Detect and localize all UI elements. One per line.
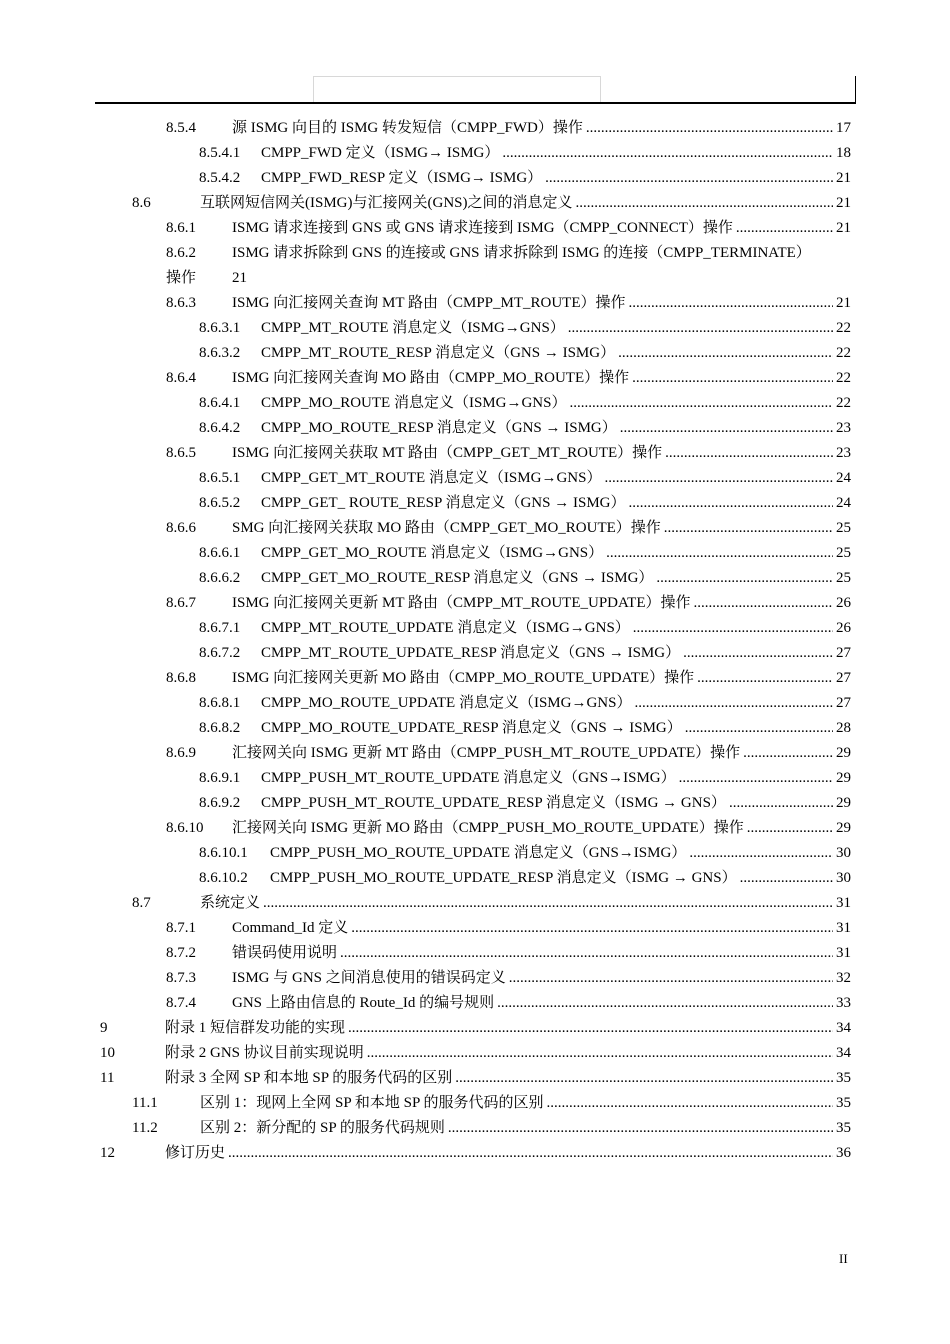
toc-entry[interactable] <box>132 891 851 916</box>
toc-entry[interactable] <box>100 1141 851 1166</box>
toc-entry-title: CMPP_PUSH_MT_ROUTE_UPDATE 消息定义（GNS→ISMG） <box>261 770 676 786</box>
toc-entry-page: 21 <box>836 170 851 186</box>
toc-entry[interactable] <box>199 691 851 716</box>
header-tick <box>855 76 856 102</box>
header-frame <box>313 76 601 103</box>
toc-dot-leader <box>618 341 833 366</box>
toc-entry-page: 22 <box>836 345 851 361</box>
toc-entry-number: 8.6.1 <box>166 220 196 236</box>
toc-entry-page: 34 <box>836 1020 851 1036</box>
toc-entry-number: 8.6.5.1 <box>199 470 241 486</box>
toc-entry-title: 源 ISMG 向目的 ISMG 转发短信（CMPP_FWD）操作 <box>232 120 583 136</box>
toc-dot-leader <box>448 1116 833 1141</box>
toc-entry[interactable] <box>100 1016 851 1041</box>
toc-entry-page: 25 <box>836 545 851 561</box>
toc-entry-title: 错误码使用说明 <box>232 945 338 961</box>
toc-entry-page: 27 <box>836 645 851 661</box>
toc-entry-title: CMPP_GET_MO_ROUTE 消息定义（ISMG→GNS） <box>261 545 604 561</box>
toc-entry-number: 11.1 <box>132 1095 158 1111</box>
toc-entry-title: 汇接网关向 ISMG 更新 MO 路由（CMPP_PUSH_MO_ROUTE_UPDATE）操作 <box>232 820 744 836</box>
toc-entry-page: 28 <box>836 720 851 736</box>
toc-entry-page: 21 <box>836 195 851 211</box>
toc-entry[interactable] <box>199 716 851 741</box>
toc-entry-number: 8.6.8 <box>166 670 196 686</box>
toc-entry-title: CMPP_MO_ROUTE_UPDATE_RESP 消息定义（GNS → ISMG） <box>261 720 682 736</box>
toc-dot-leader <box>697 666 833 691</box>
toc-dot-leader <box>685 716 833 741</box>
toc-entry-page: 35 <box>836 1120 851 1136</box>
toc-entry-number: 8.7.4 <box>166 995 196 1011</box>
toc-entry-number: 8.6.3.2 <box>199 345 241 361</box>
toc-entry-title: 汇接网关向 ISMG 更新 MT 路由（CMPP_PUSH_MT_ROUTE_UPDATE）操作 <box>232 745 741 761</box>
toc-entry[interactable] <box>199 641 851 666</box>
toc-entry-number: 8.6.5 <box>166 445 196 461</box>
toc-entry-title: 互联网短信网关(ISMG)与汇接网关(GNS)之间的消息定义 <box>200 195 573 211</box>
toc-entry-number: 8.6.4 <box>166 370 196 386</box>
toc-entry-page: 34 <box>836 1045 851 1061</box>
toc-entry-number: 8.6 <box>132 195 151 211</box>
toc-entry-continuation[interactable] <box>166 266 247 291</box>
toc-entry[interactable] <box>166 366 851 391</box>
toc-dot-leader <box>729 791 833 816</box>
toc-entry-page: 24 <box>836 470 851 486</box>
toc-entry[interactable] <box>166 216 851 241</box>
toc-entry-page: 29 <box>836 795 851 811</box>
toc-entry[interactable] <box>199 566 851 591</box>
toc-entry-title: CMPP_GET_MO_ROUTE_RESP 消息定义（GNS → ISMG） <box>261 570 654 586</box>
toc-entry-title: ISMG 向汇接网关更新 MO 路由（CMPP_MO_ROUTE_UPDATE）操作 <box>232 670 695 686</box>
toc-entry-continuation-text: 操作 <box>166 270 197 286</box>
toc-entry-page: 29 <box>836 745 851 761</box>
toc-dot-leader <box>629 291 833 316</box>
toc-entry-number: 8.6.2 <box>166 245 196 261</box>
toc-dot-leader <box>367 1041 833 1066</box>
toc-entry[interactable] <box>166 991 851 1016</box>
header-rule <box>95 102 856 104</box>
toc-entry-title: CMPP_FWD 定义（ISMG→ ISMG） <box>261 145 500 161</box>
toc-dot-leader <box>747 816 833 841</box>
toc-entry-page: 17 <box>836 120 851 136</box>
toc-dot-leader <box>632 366 833 391</box>
toc-entry-title: GNS 上路由信息的 Route_Id 的编号规则 <box>232 995 495 1011</box>
toc-entry-number: 8.6.10 <box>166 820 204 836</box>
toc-entry-number: 8.6.5.2 <box>199 495 241 511</box>
toc-entry-page: 30 <box>836 845 851 861</box>
toc-entry-page: 30 <box>836 870 851 886</box>
toc-dot-leader <box>340 941 833 966</box>
toc-entry-page: 18 <box>836 145 851 161</box>
toc-dot-leader <box>634 691 833 716</box>
toc-entry-title: 区别 2：新分配的 SP 的服务代码规则 <box>200 1120 445 1136</box>
toc-dot-leader <box>547 1091 833 1116</box>
toc-entry[interactable] <box>199 466 851 491</box>
toc-entry-number: 8.6.6.2 <box>199 570 241 586</box>
toc-dot-leader <box>683 641 833 666</box>
toc-entry-title: CMPP_MT_ROUTE_UPDATE_RESP 消息定义（GNS → ISMG） <box>261 645 681 661</box>
toc-entry[interactable] <box>199 416 851 441</box>
toc-entry-number: 8.6.7.2 <box>199 645 241 661</box>
toc-dot-leader <box>740 866 833 891</box>
toc-entry[interactable] <box>199 791 851 816</box>
toc-dot-leader <box>743 741 833 766</box>
toc-entry-number: 11.2 <box>132 1120 158 1136</box>
toc-entry-page: 21 <box>836 295 851 311</box>
toc-entry-number: 9 <box>100 1020 108 1036</box>
toc-dot-leader <box>497 991 833 1016</box>
toc-entry-title: 附录 3 全网 SP 和本地 SP 的服务代码的区别 <box>165 1070 453 1086</box>
toc-entry[interactable] <box>100 1041 851 1066</box>
toc-dot-leader <box>664 516 833 541</box>
toc-entry-number: 12 <box>100 1145 115 1161</box>
toc-entry-number: 8.6.9 <box>166 745 196 761</box>
toc-dot-leader <box>455 1066 833 1091</box>
toc-entry-title: SMG 向汇接网关获取 MO 路由（CMPP_GET_MO_ROUTE）操作 <box>232 520 661 536</box>
toc-dot-leader <box>545 166 833 191</box>
toc-entry[interactable] <box>199 541 851 566</box>
toc-entry[interactable] <box>199 766 851 791</box>
toc-entry-page: 36 <box>836 1145 851 1161</box>
toc-entry-title: ISMG 向汇接网关查询 MT 路由（CMPP_MT_ROUTE）操作 <box>232 295 626 311</box>
toc-entry[interactable] <box>166 291 851 316</box>
toc-entry[interactable] <box>199 316 851 341</box>
toc-entry-number: 8.6.3.1 <box>199 320 241 336</box>
toc-entry[interactable] <box>199 491 851 516</box>
toc-entry-number: 11 <box>100 1070 115 1086</box>
toc-entry-page: 31 <box>836 920 851 936</box>
toc-entry-number: 8.6.6 <box>166 520 196 536</box>
toc-entry-title: CMPP_MT_ROUTE 消息定义（ISMG→GNS） <box>261 320 565 336</box>
toc-entry-title: ISMG 请求拆除到 GNS 的连接或 GNS 请求拆除到 ISMG 的连接（CMPP_TERMINATE） <box>232 245 811 261</box>
toc-entry[interactable] <box>166 666 851 691</box>
toc-entry-page: 21 <box>836 220 851 236</box>
toc-entry[interactable] <box>132 1116 851 1141</box>
toc-entry-title: ISMG 向汇接网关获取 MT 路由（CMPP_GET_MT_ROUTE）操作 <box>232 445 663 461</box>
toc-dot-leader <box>633 616 833 641</box>
toc-entry-number: 10 <box>100 1045 115 1061</box>
toc-entry-number: 8.6.10.2 <box>199 870 248 886</box>
page-number: II <box>839 1251 848 1266</box>
toc-entry-page: 22 <box>836 370 851 386</box>
toc-entry-page: 29 <box>836 770 851 786</box>
toc-entry-page: 26 <box>836 620 851 636</box>
toc-entry-title: CMPP_MT_ROUTE_RESP 消息定义（GNS → ISMG） <box>261 345 616 361</box>
toc-entry-number: 8.6.8.1 <box>199 695 241 711</box>
toc-entry[interactable] <box>100 1066 851 1091</box>
toc-entry-title: 系统定义 <box>200 895 261 911</box>
toc-entry-number: 8.7.2 <box>166 945 196 961</box>
toc-dot-leader <box>689 841 833 866</box>
toc-entry[interactable] <box>166 516 851 541</box>
toc-entry[interactable] <box>132 1091 851 1116</box>
toc-entry-number: 8.7.3 <box>166 970 196 986</box>
toc-dot-leader <box>576 191 834 216</box>
toc-entry-title: CMPP_MO_ROUTE 消息定义（ISMG→GNS） <box>261 395 567 411</box>
toc-entry-title: CMPP_FWD_RESP 定义（ISMG→ ISMG） <box>261 170 543 186</box>
toc-entry-title: 区别 1：现网上全网 SP 和本地 SP 的服务代码的区别 <box>200 1095 544 1111</box>
toc-entry-page: 23 <box>836 445 851 461</box>
toc-entry-title: CMPP_GET_ ROUTE_RESP 消息定义（GNS → ISMG） <box>261 495 626 511</box>
toc-entry-page: 31 <box>836 945 851 961</box>
toc-entry[interactable] <box>166 116 851 141</box>
toc-entry-number: 8.7 <box>132 895 151 911</box>
toc-entry-title: ISMG 请求连接到 GNS 或 GNS 请求连接到 ISMG（CMPP_CONNECT）操作 <box>232 220 733 236</box>
toc-entry-number: 8.5.4.2 <box>199 170 241 186</box>
toc-dot-leader <box>263 891 833 916</box>
toc-entry-page: 22 <box>836 395 851 411</box>
toc-dot-leader <box>502 141 833 166</box>
toc-entry-page: 21 <box>232 270 247 286</box>
toc-entry-title: CMPP_PUSH_MT_ROUTE_UPDATE_RESP 消息定义（ISMG → GNS） <box>261 795 726 811</box>
toc-entry[interactable] <box>166 816 851 841</box>
toc-entry[interactable] <box>166 441 851 466</box>
toc-dot-leader <box>351 916 833 941</box>
toc-entry-page: 22 <box>836 320 851 336</box>
toc-entry-title: CMPP_MO_ROUTE_RESP 消息定义（GNS → ISMG） <box>261 420 617 436</box>
toc-entry-number: 8.6.8.2 <box>199 720 241 736</box>
toc-entry-number: 8.6.6.1 <box>199 545 241 561</box>
toc-entry-title: CMPP_GET_MT_ROUTE 消息定义（ISMG→GNS） <box>261 470 602 486</box>
toc-dot-leader <box>586 116 833 141</box>
toc-entry-page: 25 <box>836 520 851 536</box>
toc-entry[interactable] <box>199 341 851 366</box>
toc-entry-number: 8.5.4.1 <box>199 145 241 161</box>
toc-dot-leader <box>620 416 833 441</box>
toc-entry-number: 8.6.4.2 <box>199 420 241 436</box>
toc-entry-title: ISMG 与 GNS 之间消息使用的错误码定义 <box>232 970 506 986</box>
toc-entry[interactable] <box>166 941 851 966</box>
toc-entry-title: CMPP_MT_ROUTE_UPDATE 消息定义（ISMG→GNS） <box>261 620 630 636</box>
toc-entry-number: 8.6.7.1 <box>199 620 241 636</box>
toc-entry-number: 8.7.1 <box>166 920 196 936</box>
toc-entry[interactable] <box>199 841 851 866</box>
toc-entry-page: 27 <box>836 695 851 711</box>
toc-entry[interactable] <box>199 866 851 891</box>
toc-entry-number: 8.6.7 <box>166 595 196 611</box>
toc-entry[interactable] <box>199 391 851 416</box>
toc-dot-leader <box>348 1016 833 1041</box>
toc-entry[interactable] <box>199 166 851 191</box>
toc-entry[interactable] <box>166 241 851 266</box>
toc-dot-leader <box>604 466 833 491</box>
toc-entry-number: 8.6.9.1 <box>199 770 241 786</box>
toc-entry-page: 23 <box>836 420 851 436</box>
toc-entry-page: 29 <box>836 820 851 836</box>
toc-entry-page: 35 <box>836 1095 851 1111</box>
toc-entry-number: 8.5.4 <box>166 120 196 136</box>
toc-entry-page: 33 <box>836 995 851 1011</box>
toc-dot-leader <box>736 216 833 241</box>
toc-entry[interactable] <box>132 191 851 216</box>
toc-entry[interactable] <box>166 591 851 616</box>
toc-entry[interactable] <box>199 616 851 641</box>
toc-entry-number: 8.6.9.2 <box>199 795 241 811</box>
toc-dot-leader <box>656 566 833 591</box>
toc-entry-title: Command_Id 定义 <box>232 920 349 936</box>
toc-entry-page: 27 <box>836 670 851 686</box>
toc-dot-leader <box>569 391 833 416</box>
toc-entry-title: CMPP_PUSH_MO_ROUTE_UPDATE_RESP 消息定义（ISMG → GNS） <box>270 870 737 886</box>
toc-dot-leader <box>629 491 834 516</box>
toc-dot-leader <box>568 316 833 341</box>
toc-entry-page: 26 <box>836 595 851 611</box>
toc-entry[interactable] <box>166 966 851 991</box>
toc-entry-page: 35 <box>836 1070 851 1086</box>
toc-entry-page: 32 <box>836 970 851 986</box>
toc-dot-leader <box>679 766 833 791</box>
toc-entry-title: CMPP_PUSH_MO_ROUTE_UPDATE 消息定义（GNS→ISMG） <box>270 845 687 861</box>
toc-entry-page: 31 <box>836 895 851 911</box>
toc-entry[interactable] <box>166 741 851 766</box>
toc-entry-number: 8.6.3 <box>166 295 196 311</box>
toc-dot-leader <box>694 591 833 616</box>
toc-entry-page: 25 <box>836 570 851 586</box>
toc-entry-title: 附录 2 GNS 协议目前实现说明 <box>165 1045 364 1061</box>
toc-entry-title: ISMG 向汇接网关查询 MO 路由（CMPP_MO_ROUTE）操作 <box>232 370 630 386</box>
toc-entry[interactable] <box>166 916 851 941</box>
toc-entry-title: CMPP_MO_ROUTE_UPDATE 消息定义（ISMG→GNS） <box>261 695 632 711</box>
toc-entry-title: ISMG 向汇接网关更新 MT 路由（CMPP_MT_ROUTE_UPDATE）操作 <box>232 595 691 611</box>
toc-dot-leader <box>509 966 833 991</box>
toc-entry[interactable] <box>199 141 851 166</box>
toc-entry-number: 8.6.4.1 <box>199 395 241 411</box>
toc-entry-title: 修订历史 <box>165 1145 226 1161</box>
toc-entry-page: 24 <box>836 495 851 511</box>
toc-entry-title: 附录 1 短信群发功能的实现 <box>165 1020 346 1036</box>
toc-dot-leader <box>606 541 833 566</box>
toc-dot-leader <box>665 441 833 466</box>
toc-entry-number: 8.6.10.1 <box>199 845 248 861</box>
toc-dot-leader <box>228 1141 833 1166</box>
